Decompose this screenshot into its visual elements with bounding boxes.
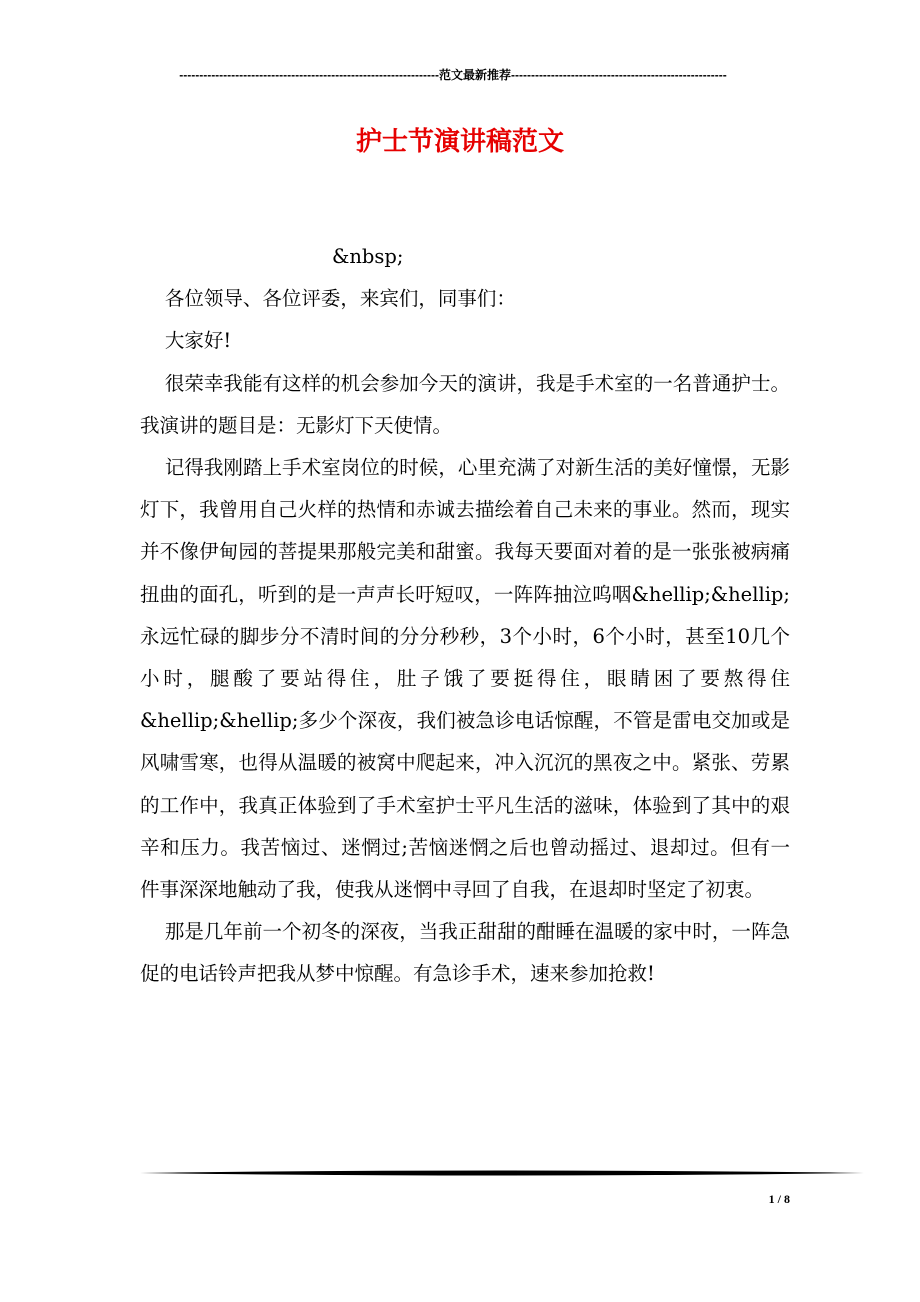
- paragraph: 那是几年前一个初冬的深夜，当我正甜甜的酣睡在温暖的家中时，一阵急促的电话铃声把我从梦中惊醒。有急诊手术，速来参加抢救!: [140, 920, 790, 986]
- footer-rule: [140, 1168, 864, 1178]
- document-title: 护士节演讲稿范文: [355, 127, 564, 157]
- page-number: 1 / 8: [768, 1192, 790, 1206]
- paragraph: 很荣幸我能有这样的机会参加今天的演讲，我是手术室的一名普通护士。我演讲的题目是：无影灯下天使情。: [140, 371, 790, 437]
- page-header: -----------------------------------------------------------------范文最新推荐------------------------------------------------------: [179, 68, 727, 82]
- paragraph: 大家好!: [164, 329, 232, 353]
- paragraph: &nbsp;: [332, 245, 404, 268]
- document-body: [140, 236, 790, 996]
- paragraph: 各位领导、各位评委，来宾们，同事们：: [164, 287, 516, 311]
- paragraph: 记得我刚踏上手术室岗位的时候，心里充满了对新生活的美好憧憬，无影灯下，我曾用自己火样的热情和赤诚去描绘着自己未来的事业。然而，现实并不像伊甸园的菩提果那般完美和甜蜜。我每天要面对着的是一张张被病痛扭曲的面孔，听到的是一声声长吁短叹，一阵阵抽泣呜咽&hellip;&hellip;永远忙碌的脚步分不清时间的分分秒秒，3个小时，6个小时，甚至10几个小时，腿酸了要站得住，肚子饿了要挺得住，眼睛困了要熬得住&hellip;&hellip;多少个深夜，我们被急诊电话惊醒，不管是雷电交加或是风啸雪寒，也得从温暖的被窝中爬起来，冲入沉沉的黑夜之中。紧张、劳累的工作中，我真正体验到了手术室护士平凡生活的滋味，体验到了其中的艰辛和压力。我苦恼过、迷惘过;苦恼迷惘之后也曾动摇过、退却过。但有一件事深深地触动了我，使我从迷惘中寻回了自我，在退却时坚定了初衷。: [140, 456, 790, 902]
